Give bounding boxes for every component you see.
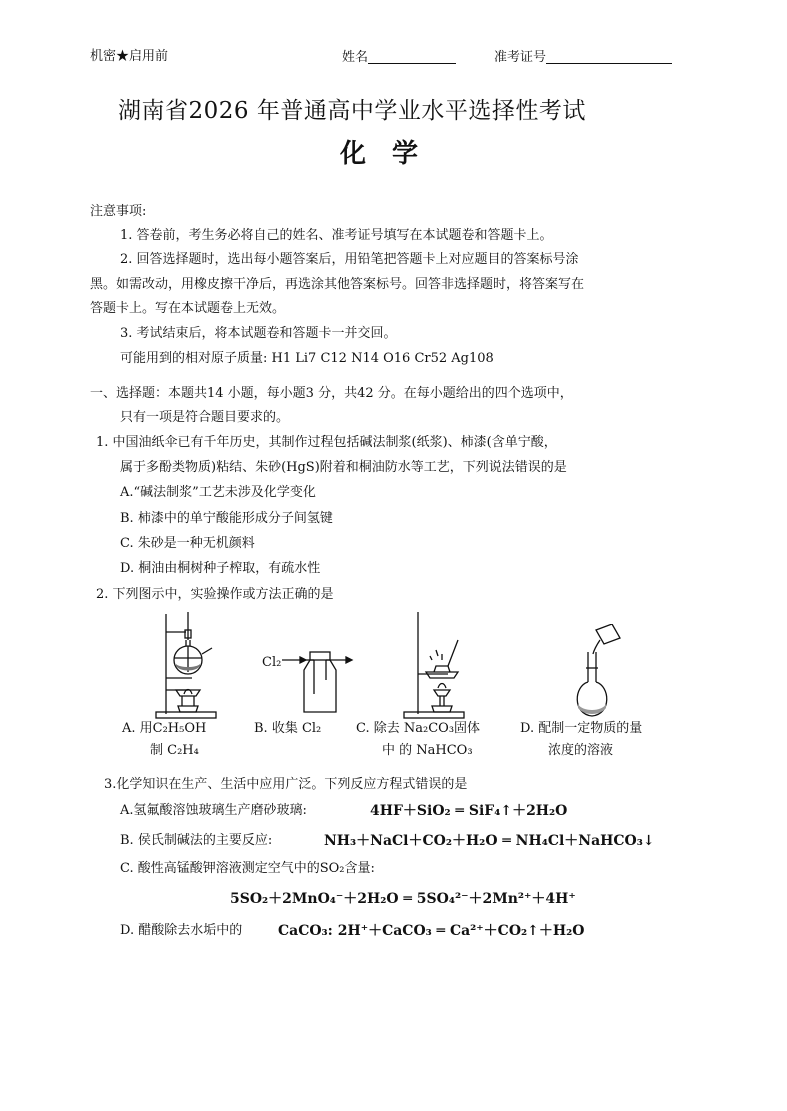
atomic-masses: 可能用到的相对原子质量: H1 Li7 C12 N14 O16 Cr52 Ag108	[120, 351, 494, 366]
q1-option-a: A.“碱法制浆”工艺未涉及化学变化	[120, 485, 316, 500]
q3-stem: 3.化学知识在生产、生活中应用广泛。下列反应方程式错误的是	[104, 777, 468, 792]
q3-option-d-equation: CaCO₃: 2H⁺＋CaCO₃ ═ Ca²⁺＋CO₂↑＋H₂O	[278, 923, 585, 939]
apparatus-a-diagram	[148, 610, 228, 722]
q2-option-b: B. 收集 Cl₂	[254, 721, 322, 736]
q1-option-b: B. 柿漆中的单宁酸能形成分子间氢键	[120, 511, 333, 526]
section-heading-line-2: 只有一项是符合题目要求的。	[120, 410, 290, 425]
notice-item-3: 3. 考试结束后，将本试题卷和答题卡一并交回。	[120, 326, 397, 341]
apparatus-d-diagram	[566, 624, 626, 720]
q1-stem-line-2: 属于多酚类物质)粘结、朱砂(HgS)附着和桐油防水等工艺，下列说法错误的是	[120, 460, 567, 475]
confidential-label: 机密★启用前	[90, 49, 169, 64]
name-field	[342, 50, 456, 64]
q3-option-b-equation: NH₃＋NaCl＋CO₂＋H₂O ═ NH₄Cl＋NaHCO₃↓	[324, 833, 655, 849]
q2-option-c-line-2: 中 的 NaHCO₃	[382, 743, 473, 758]
notice-item-2-line-1: 2. 回答选择题时，选出每小题答案后，用铅笔把答题卡上对应题目的答案标号涂	[120, 252, 579, 267]
q3-option-b-text: B. 侯氏制碱法的主要反应:	[120, 833, 273, 848]
section-heading-line-1: 一、选择题：本题共14 小题，每小题3 分，共42 分。在每小题给出的四个选项中，	[90, 386, 573, 401]
q2-option-d-line-1: D. 配制一定物质的量	[520, 721, 643, 736]
apparatus-c-diagram	[396, 610, 476, 722]
exam-title: 湖南省2026 年普通高中学业水平选择性考试	[118, 98, 586, 124]
exam-id-blank	[546, 50, 672, 64]
notice-item-2-line-3: 答题卡上。写在本试题卷上无效。	[90, 301, 286, 316]
name-blank	[368, 50, 456, 64]
q3-option-c-equation: 5SO₂＋2MnO₄⁻＋2H₂O ═ 5SO₄²⁻＋2Mn²⁺＋4H⁺	[230, 891, 576, 907]
apparatus-b-diagram	[282, 646, 362, 716]
q2-option-c-line-1: C. 除去 Na₂CO₃固体	[356, 721, 481, 736]
notice-item-1: 1. 答卷前，考生务必将自己的姓名、准考证号填写在本试题卷和答题卡上。	[120, 228, 553, 243]
q2-stem: 2. 下列图示中，实验操作或方法正确的是	[96, 587, 334, 602]
exam-id-field	[494, 50, 672, 64]
exam-id-label: 准考证号	[494, 50, 547, 65]
q3-option-a-equation: 4HF＋SiO₂ ═ SiF₄↑＋2H₂O	[370, 803, 568, 819]
q3-option-c-text: C. 酸性高锰酸钾溶液测定空气中的SO₂含量:	[120, 861, 375, 876]
q2-option-d-line-2: 浓度的溶液	[548, 743, 614, 758]
q1-stem-line-1: 1. 中国油纸伞已有千年历史，其制作过程包括碱法制浆(纸浆)、柿漆(含单宁酸，	[96, 435, 557, 450]
notice-item-2-line-2: 黑。如需改动，用橡皮擦干净后，再选涂其他答案标号。回答非选择题时，将答案写在	[90, 277, 585, 292]
q2-option-a-line-2: 制 C₂H₄	[150, 743, 199, 758]
notice-heading: 注意事项:	[90, 204, 147, 219]
q3-option-d-text: D. 醋酸除去水垢中的	[120, 923, 243, 938]
subject-title: 化 学	[340, 139, 419, 169]
q2-option-a-line-1: A. 用C₂H₅OH	[122, 721, 207, 736]
q1-option-c: C. 朱砂是一种无机颜料	[120, 536, 255, 551]
q3-option-a-text: A.氢氟酸溶蚀玻璃生产磨砂玻璃:	[120, 803, 307, 818]
name-label: 姓名	[342, 50, 369, 65]
q1-option-d: D. 桐油由桐树种子榨取，有疏水性	[120, 561, 321, 576]
q2-gas-label: Cl₂	[262, 655, 282, 670]
